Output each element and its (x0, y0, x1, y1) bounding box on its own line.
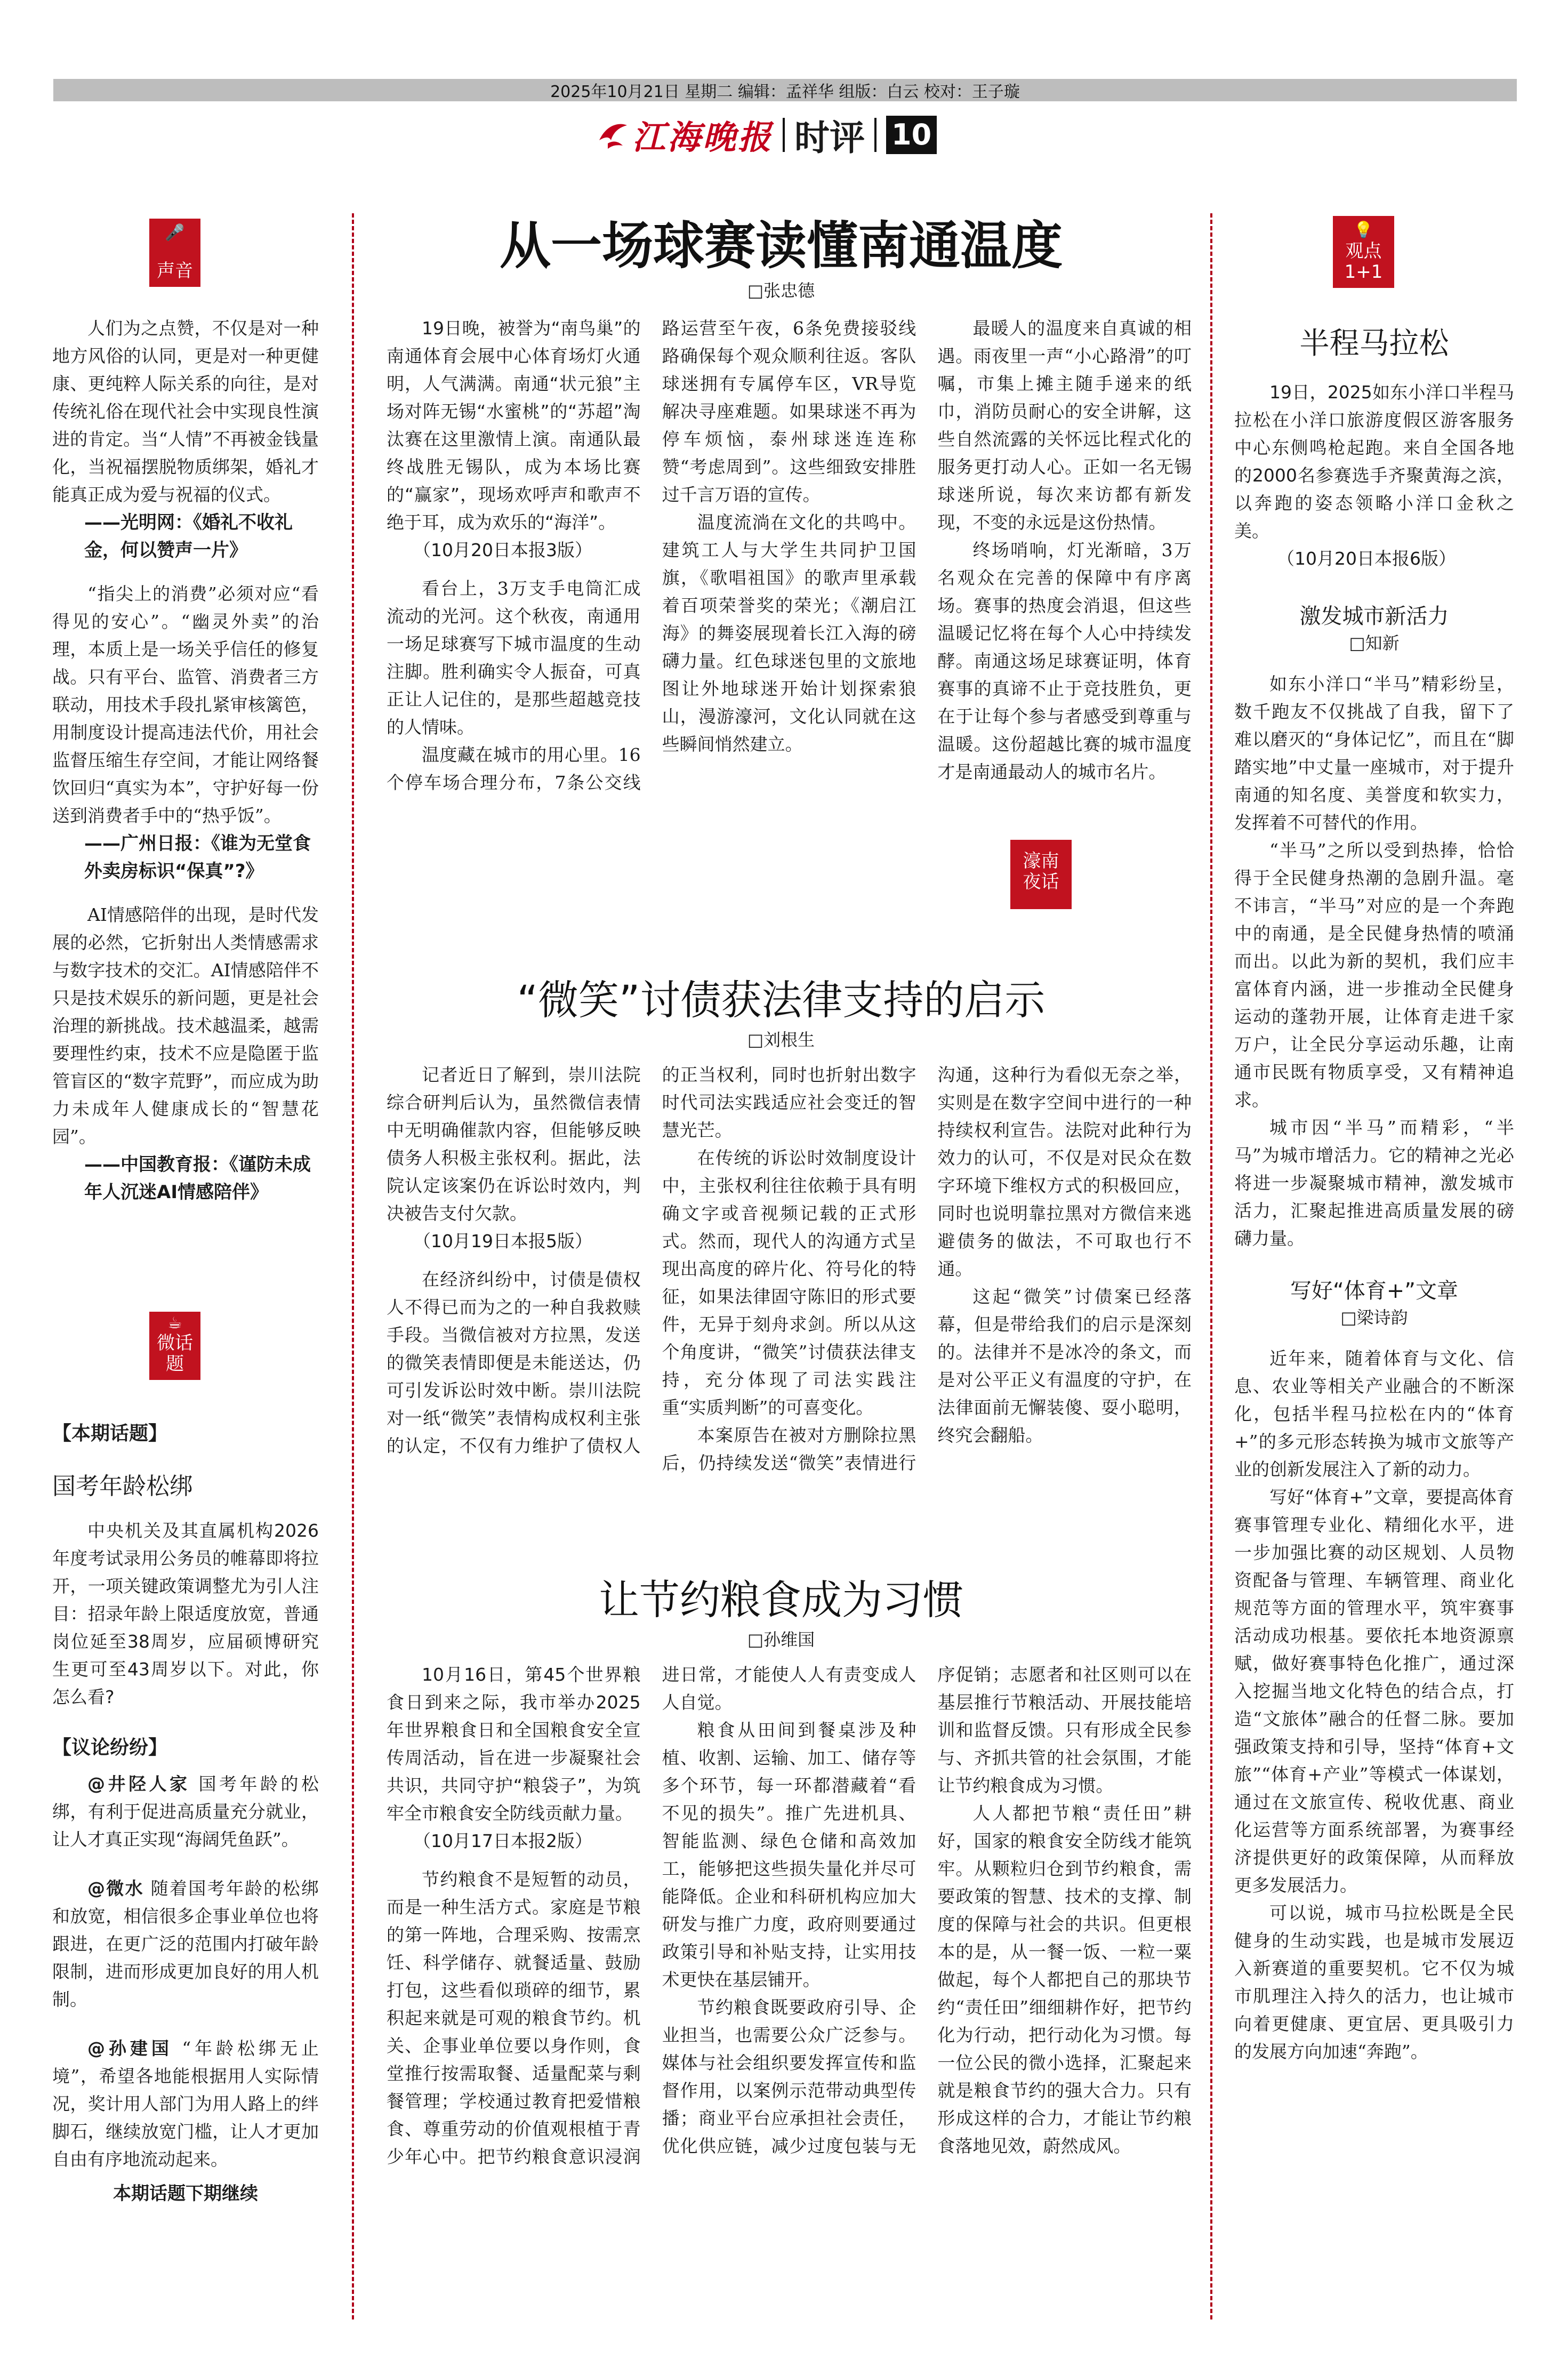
topic-title: 国考年龄松绑 (52, 1473, 193, 1500)
headline-3: 让节约粮食成为习惯 (599, 1576, 963, 1624)
micro-topic-badge: ☕ 微话题 (149, 1312, 200, 1380)
article-2-source: （10月19日本报5版） (413, 1231, 592, 1251)
comment-author: @孙建国 (87, 2038, 173, 2059)
voices-column (52, 315, 319, 1206)
viewpoint-para: 城市因“半马”而精彩，“半马”为城市增活力。它的精神之光必将进一步凝聚城市精神，激发城市活力，汇聚起推进高质量发展的磅礴力量。 (1234, 1117, 1514, 1249)
article-1-para: 温度藏在城市的用心里。16个停车场合理分布，7条公交线路运营至午夜，6条免费接驳线路确保每个观众顺利往返。客队球迷拥有专属停车区，VR导览解决寻座难题。如果球迷不再为停车烦恼，泰州球迷连连称赞“考虑周到”。这些细致安排胜过千言万语的宣传。 (387, 318, 916, 793)
comment-author: @井陉人家 (87, 1773, 190, 1794)
viewpoint-byline-1: □知新 (1349, 633, 1400, 653)
byline-3: □孙维国 (747, 1629, 815, 1650)
viewpoint-para: 可以说，城市马拉松既是全民健身的生动实践，也是城市发展迈入新赛道的重要契机。它不仅为城市肌理注入持久的活力，也让城市向着更健康、更宜居、更具吸引力的发展方向加速“奔跑”。 (1234, 1903, 1514, 2062)
micro-topic (52, 1418, 319, 2205)
microphone-icon: 🎤 (165, 223, 185, 242)
headline-2: “微笑”讨债获法律支持的启示 (517, 976, 1046, 1024)
viewpoint-sub-2: 写好“体育+”文章 (1290, 1279, 1458, 1303)
topic-heading: 【本期话题】 (52, 1423, 168, 1444)
viewpoint-para: 如东小洋口“半马”精彩纷呈，数千跑友不仅挑战了自我，留下了难以磨灭的“身体记忆”，而且在“脚踏实地”中丈量一座城市，对于提升南通的知名度、美誉度和软实力，发挥着不可替代的作用。 (1234, 673, 1514, 833)
article-2-body (387, 1061, 1192, 1562)
comment-text: 国考年龄的松绑，有利于促进高质量充分就业，让人才真正实现“海阔凭鱼跃”。 (52, 1773, 319, 1850)
column-rule-right (1210, 213, 1212, 2319)
viewpoint-para: 写好“体育+”文章，要提高体育赛事管理专业化、精细化水平，进一步加强比赛的动区规划、人员物资配备与管理、车辆管理、商业化规范等方面的管理水平，筑牢赛事活动成功根基。要依托本地资源禀赋，做好赛事特色化推广，通过深入挖掘当地文化特色的结合点，打造“文旅体”融合的任督二脉。要加强政策支持和引导，坚持“体育+文旅”“体育+产业”等模式一体谋划，通过在文旅宣传、税收优惠、商业化运营等方面系统部署，为赛事经济提供更好的政策保障，从而释放更多发展活力。 (1234, 1487, 1514, 1896)
article-3-para: 节约粮食既要政府引导、企业担当，也需要公众广泛参与。媒体与社会组织要发挥宣传和监督作用，以案例示范带动典型传播；商业平台应承担社会责任，优化供应链，减少过度包装与无序促销；志愿者和社区则可以在基层推行节粮活动、开展技能培训和监督反馈。只有形成全民参与、齐抓共管的社会氛围，才能让节约粮食成为习惯。 (662, 1664, 1192, 2156)
dateline: 2025年10月21日 星期二 编辑：孟祥华 组版：白云 校对：王子璇 (550, 83, 1020, 101)
voice-source-3: ——中国教育报：《谨防未成年人沉迷AI情感陪伴》 (84, 1154, 311, 1203)
masthead (597, 109, 981, 160)
voice-badge: 🎤 声音 (149, 219, 200, 287)
article-2-para: 在传统的诉讼时效制度设计中，主张权利往往依赖于具有明确文字或音视频记载的正式形式。然而，现代人的沟通方式呈现出高度的碎片化、符号化的特征，如果法律固守陈旧的形式要件，无异于刻舟求剑。所以从这个角度讲，“微笑”讨债获法律支持，充分体现了司法实践注重“实质判断”的可喜变化。 (662, 1147, 916, 1418)
viewpoint-badge: 💡 观点1+1 (1333, 216, 1394, 288)
page-number: 10 (886, 116, 937, 154)
topic-footer: 本期话题下期继续 (113, 2183, 258, 2204)
article-1-para: 终场哨响，灯光渐暗，3万名观众在完善的保障中有序离场。赛事的热度会消退，但这些温暖记忆将在每个人心中持续发酵。南通这场足球赛证明，体育赛事的真谛不止于竞技胜负，更在于让每个参与者感受到尊重与温暖。这份超越比赛的城市温度才是南通最动人的城市名片。 (937, 540, 1192, 782)
article-3-body (387, 1661, 1192, 2354)
article-1-lead: 19日晚，被誉为“南鸟巢”的南通体育会展中心体育场灯火通明，人气满满。南通“状元狼”主场对阵无锡“水蜜桃”的“苏超”淘汰赛在这里激情上演。南通队最终战胜无锡队，成为本场比赛的“赢家”，现场欢呼声和歌声不绝于耳，成为欢乐的“海洋”。 (387, 318, 641, 533)
cup-icon: ☕ (167, 1314, 182, 1333)
article-3-source: （10月17日本报2版） (413, 1831, 592, 1851)
column-rule-left (352, 213, 354, 2319)
article-2-para: 这起“微笑”讨债案已经落幕，但是带给我们的启示是深刻的。法律并不是冰冷的条文，而是对公平正义有温度的守护，在法律面前无懈装傻、耍小聪明，终究会翻船。 (937, 1286, 1192, 1446)
article-1-para: 看台上，3万支手电筒汇成流动的光河。这个秋夜，南通用一场足球赛写下城市温度的生动注脚。胜利确实令人振奋，可真正让人记住的，是那些超越竞技的人情味。 (387, 578, 641, 737)
article-2-para: 本案原告在被对方删除拉黑后，仍持续发送“微笑”表情进行沟通，这种行为看似无奈之举，实则是在数字空间中进行的一种持续权利宣告。法院对此种行为效力的认可，不仅是对民众在数字环境下维权方式的积极回应，同时也说明靠拉黑对方微信来逃避债务的做法，不可取也行不通。 (662, 1064, 1192, 1473)
article-2-para: 在经济纠纷中，讨债是债权人不得已而为之的一种自我救赎手段。当微信被对方拉黑，发送的微笑表情即便是未能送达，仍可引发诉讼时效中断。崇川法院对一纸“微笑”表情构成权利主张的认定，不仅有力维护了债权人的正当权利，同时也折射出数字时代司法实践适应社会变迁的智慧光芒。 (387, 1064, 916, 1456)
dateline-bar (53, 79, 1517, 101)
viewpoint-source: （10月20日本报6版） (1277, 548, 1456, 569)
article-3-para: 节约粮食不是短暂的动员，而是一种生活方式。家庭是节粮的第一阵地，合理采购、按需烹饪、科学储存、就餐适量、鼓励打包，这些看似琐碎的细节，累积起来就是可观的粮食节约。机关、企事业单位要以身作则，食堂推行按需取餐、适量配菜与剩餐管理；学校通过教育把爱惜粮食、尊重劳动的价值观根植于青少年心中。把节约粮食意识浸润进日常，才能使人人有责变成人人自觉。 (387, 1664, 916, 2167)
article-1-para: 最暖人的温度来自真诚的相遇。雨夜里一声“小心路滑”的叮嘱，市集上摊主随手递来的纸巾，消防员耐心的安全讲解，这些自然流露的关怀远比程式化的服务更打动人心。正如一名无锡球迷所说，每次来访都有新发现，不变的永远是这份热情。 (937, 318, 1192, 533)
viewpoint-lead: 19日，2025如东小洋口半程马拉松在小洋口旅游度假区游客服务中心东侧鸣枪起跑。来自全国各地的2000名参赛选手齐聚黄海之滨，以奔跑的姿态领略小洋口金秋之美。 (1234, 382, 1514, 541)
column-badge: 濠南夜话 (1010, 840, 1072, 909)
bird-logo-icon (597, 119, 629, 151)
comment-text: “年龄松绑无止境”，希望各地能根据用人实际情况，奖计用人部门为用人路上的绊脚石，继续放宽门槛，让人才更加自由有序地流动起来。 (52, 2038, 319, 2170)
voice-quote-3: AI情感陪伴的出现，是时代发展的必然，它折射出人类情感需求与数字技术的交汇。AI情感陪伴不只是技术娱乐的新问题，更是社会治理的新挑战。技术越温柔，越需要理性约束，技术不应是隐匿于监管盲区的“数字荒野”，而应成为助力未成年人健康成长的“智慧花园”。 (52, 904, 319, 1147)
article-1-para: 温度流淌在文化的共鸣中。建筑工人与大学生共同护卫国旗，《歌唱祖国》的歌声里承载着百项荣誉奖的荣光；《潮启江海》的舞姿展现着长江入海的磅礴力量。红色球迷包里的文旅地图让外地球迷开始计划探索狼山，漫游濠河，文化认同就在这些瞬间悄然建立。 (662, 512, 916, 754)
voice-source-2: ——广州日报：《谁为无堂食外卖房标识“保真”?》 (84, 833, 311, 882)
comment-author: @微水 (87, 1878, 144, 1899)
voice-quote-1: 人们为之点赞，不仅是对一种地方风俗的认同，更是对一种更健康、更纯粹人际关系的向往，是对传统礼俗在现代社会中实现良性演进的肯定。当“人情”不再被金钱量化，当祝福摆脱物质绑架，婚礼才能真正成为爱与祝福的仪式。 (52, 318, 319, 505)
viewpoint-byline-2: □梁诗韵 (1340, 1307, 1408, 1328)
section-title: 时评 (794, 117, 865, 158)
divider (783, 118, 785, 152)
article-3-para: 人人都把节粮“责任田”耕好，国家的粮食安全防线才能筑牢。从颗粒归仓到节约粮食，需要政策的智慧、技术的支撑、制度的保障与社会的共识。但更根本的是，从一餐一饭、一粒一粟做起，每个人都把自己的那块节约“责任田”细细耕作好，把节约化为行动，把行动化为习惯。每一位公民的微小选择，汇聚起来就是粮食节约的强大合力。只有形成这样的合力，才能让节约粮食落地见效，蔚然成风。 (937, 1803, 1192, 2156)
byline-1: □张忠德 (747, 280, 815, 301)
viewpoint-para: “半马”之所以受到热捧，恰恰得于全民健身热潮的急剧升温。毫不讳言，“半马”对应的是一个奔跑中的南通，是全民健身热情的喷涌而出。以此为新的契机，我们应丰富体育内涵，进一步推动全民健身运动的蓬勃开展，让体育走进千家万户，让全民分享运动乐趣，让南通市民既有物质享受，又有精神追求。 (1234, 840, 1514, 1110)
viewpoint-para: 近年来，随着体育与文化、信息、农业等相关产业融合的不断深化，包括半程马拉松在内的“体育+”的多元形态转换为城市文旅等产业的创新发展注入了新的动力。 (1234, 1348, 1514, 1480)
discussion-heading: 【议论纷纷】 (52, 1737, 168, 1759)
article-2-lead: 记者近日了解到，崇川法院综合研判后认为，虽然微信表情中无明确催款内容，但能够反映债务人积极主张权利。据此，法院认定该案仍在诉讼时效内，判决被告支付欠款。 (387, 1064, 641, 1224)
divider (874, 118, 877, 152)
byline-2: □刘根生 (747, 1030, 815, 1050)
voice-source-1: ——光明网：《婚礼不收礼金，何以赞声一片》 (84, 512, 293, 561)
viewpoint-column (1234, 320, 1514, 2066)
voice-quote-2: “指尖上的消费”必须对应“看得见的安心”。“幽灵外卖”的治理，本质上是一场关乎信任的修复战。只有平台、监管、消费者三方联动，用技术手段扎紧审核篱笆，用制度设计提高违法代价，用社会监督压缩生存空间，才能让网络餐饮回归“真实为本”，守护好每一份送到消费者手中的“热乎饭”。 (52, 583, 319, 826)
headline-1: 从一场球赛读懂南通温度 (500, 216, 1063, 276)
article-3-lead: 10月16日，第45个世界粮食日到来之际，我市举办2025年世界粮食日和全国粮食安全宣传周活动，旨在进一步凝聚社会共识，共同守护“粮袋子”，为筑牢全市粮食安全防线贡献力量。 (387, 1664, 641, 1824)
lightbulb-icon: 💡 (1353, 221, 1374, 239)
topic-text: 中央机关及其直属机构2026年度考试录用公务员的帷幕即将拉开，一项关键政策调整尤为引人注目：招录年龄上限适度放宽，普通岗位延至38周岁，应届硕博研究生更可至43周岁以下。对此，你怎么看? (52, 1520, 319, 1707)
paper-name: 江海晚报 (632, 118, 774, 157)
article-1-source: （10月20日本报3版） (413, 540, 592, 560)
article-3-para: 粮食从田间到餐桌涉及种植、收割、运输、加工、储存等多个环节，每一环都潜藏着“看不见的损失”。推广先进机具、智能监测、绿色仓储和高效加工，能够把这些损失量化并尽可能降低。企业和科研机构应加大研发与推广力度，政府则要通过政策引导和补贴支持，让实用技术更快在基层铺开。 (662, 1720, 916, 1990)
viewpoint-title: 半程马拉松 (1299, 326, 1449, 361)
comment-text: 随着国考年龄的松绑和放宽，相信很多企事业单位也将跟进，在更广泛的范围内打破年龄限制，进而形成更加良好的用人机制。 (52, 1878, 319, 2010)
viewpoint-sub-1: 激发城市新活力 (1299, 604, 1449, 629)
